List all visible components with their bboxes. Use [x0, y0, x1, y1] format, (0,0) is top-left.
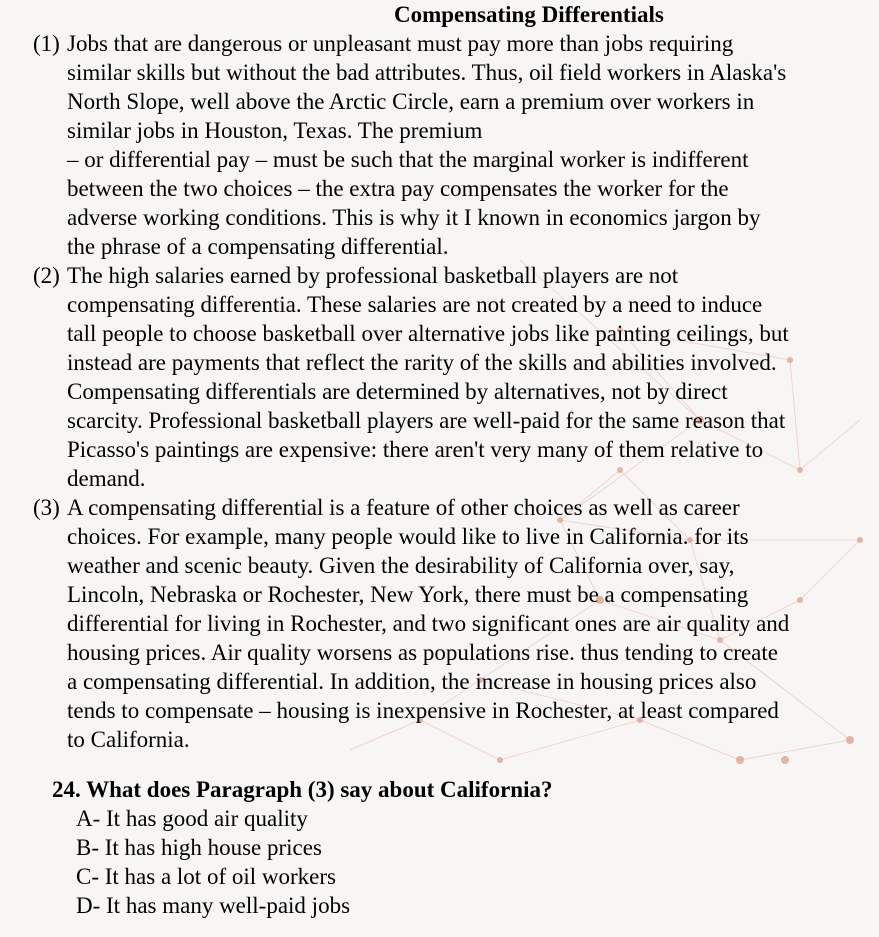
answer-option-b[interactable]: B- It has high house prices [76, 835, 322, 860]
paragraph-line: compensating differentia. These salaries are not created by a need to induce [67, 292, 763, 317]
paragraph-line: Lincoln, Nebraska or Rochester, New York, there must be a compensating [67, 582, 749, 607]
paragraph-number: (3) [33, 495, 60, 520]
paragraph-line: weather and scenic beauty. Given the desirability of California over, say, [67, 553, 735, 578]
question-heading: 24. What does Paragraph (3) say about California? [52, 777, 553, 802]
answer-option-d[interactable]: D- It has many well-paid jobs [76, 893, 351, 918]
paragraph-line: differential for living in Rochester, and two significant ones are air quality and [67, 611, 790, 636]
paragraph-line: Compensating differentials are determined by alternatives, not by direct [67, 379, 728, 404]
paragraph-line: tall people to choose basketball over alternative jobs like painting ceilings, but [67, 321, 789, 346]
paragraph-number: (1) [33, 31, 60, 56]
paragraph-line: – or differential pay – must be such that the marginal worker is indifferent [67, 147, 749, 172]
paragraph-line: choices. For example, many people would like to live in California. for its [67, 524, 749, 549]
paragraph-line: The high salaries earned by professional basketball players are not [67, 263, 679, 288]
paragraph-line: demand. [67, 466, 146, 491]
paragraph-line: a compensating differential. In addition, the increase in housing prices also [67, 669, 757, 694]
answer-option-c[interactable]: C- It has a lot of oil workers [76, 864, 336, 889]
paragraph-number: (2) [33, 263, 60, 288]
answer-option-a[interactable]: A- It has good air quality [76, 806, 308, 831]
paragraph-line: the phrase of a compensating differential. [67, 234, 449, 259]
paragraph-line: housing prices. Air quality worsens as populations rise. thus tending to create [67, 640, 778, 665]
paragraph-line: Jobs that are dangerous or unpleasant must pay more than jobs requiring [67, 31, 734, 56]
paragraph-line: to California. [67, 727, 190, 752]
paragraph-line: similar skills but without the bad attributes. Thus, oil field workers in Alaska's [67, 60, 787, 85]
paragraph-line: between the two choices – the extra pay compensates the worker for the [67, 176, 729, 201]
paragraph-line: similar jobs in Houston, Texas. The premium [67, 118, 483, 143]
paragraph-line: North Slope, well above the Arctic Circle, earn a premium over workers in [67, 89, 755, 114]
page-title: Compensating Differentials [394, 2, 664, 27]
paragraph-line: tends to compensate – housing is inexpensive in Rochester, at least compared [67, 698, 779, 723]
paragraph-line: adverse working conditions. This is why it I known in economics jargon by [67, 205, 761, 230]
paragraph-line: Picasso's paintings are expensive: there aren't very many of them relative to [67, 437, 764, 462]
paragraph-line: A compensating differential is a feature of other choices as well as career [67, 495, 740, 520]
paragraph-line: scarcity. Professional basketball players are well-paid for the same reason that [67, 408, 786, 433]
paragraph-line: instead are payments that reflect the rarity of the skills and abilities involved. [67, 350, 777, 375]
